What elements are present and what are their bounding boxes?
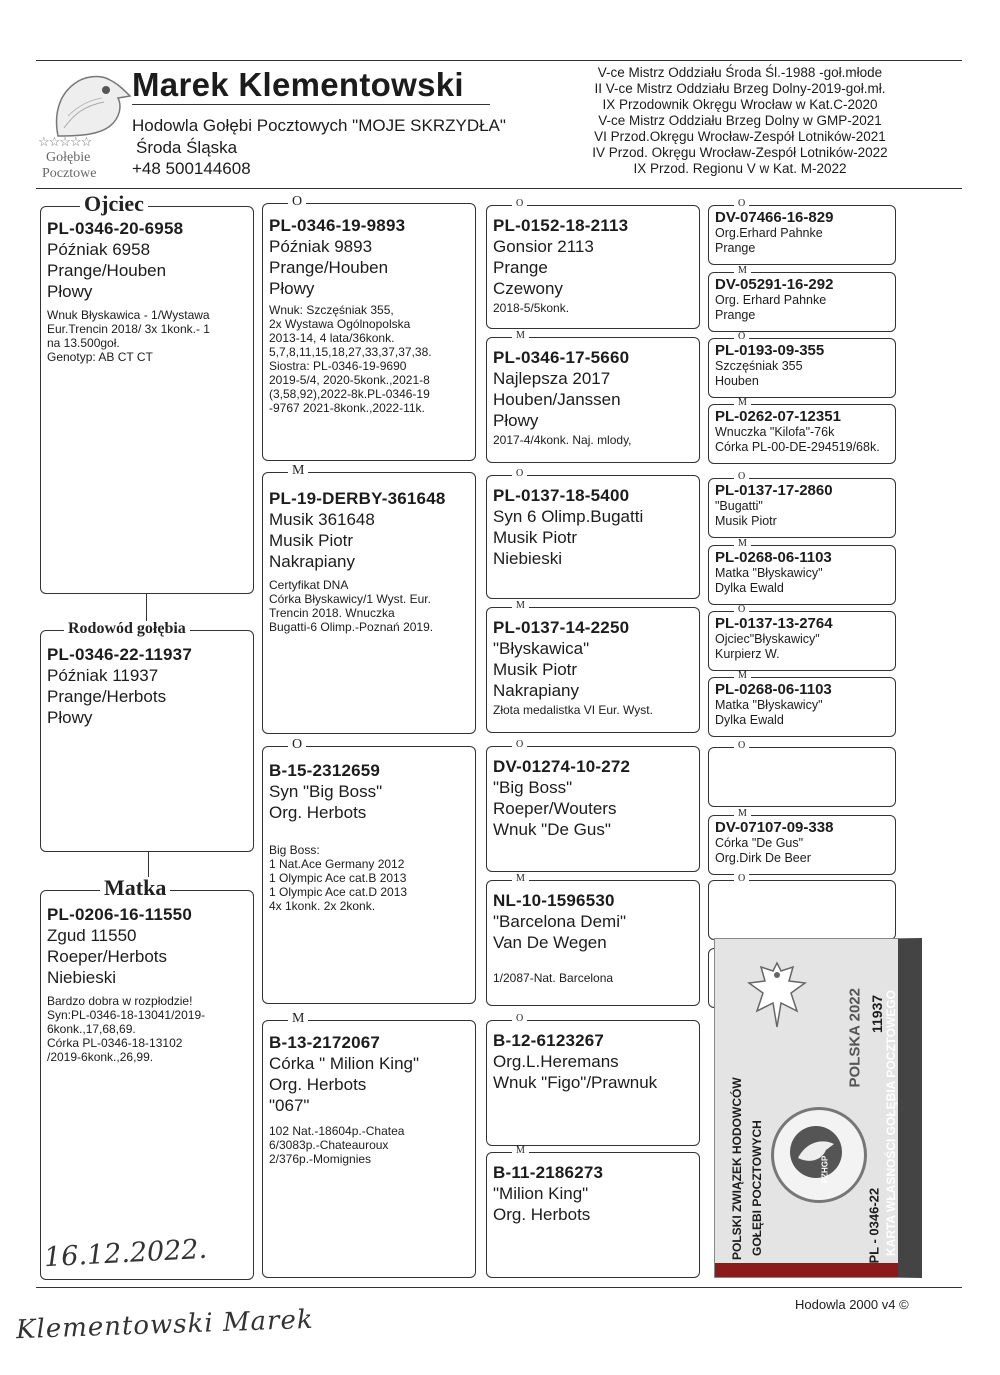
ff-box: PL-0346-19-9893 Późniak 9893 Prange/Houben Płowy Wnuk: Szczęśniak 355, 2x Wystawa Ogólnopolska 2013-14, 4 lata/36konk. 5,7,8,11,15,18,27,33,37,37,38. Siostra: PL-0346-19-9690 2019-5/4, 2020-5konk.,2021-8 (3,58,92),2022-8k.PL-0346-19 -9767 2021-8konk.,2022-11k.	[262, 203, 476, 461]
m-tag: M	[734, 266, 751, 276]
phone: +48 500144608	[132, 159, 251, 178]
footer-rule	[36, 1287, 962, 1288]
card-number: 11937	[869, 994, 885, 1033]
father-line: Późniak 6958	[47, 240, 151, 259]
mm-ring: B-13-2172067	[269, 1033, 381, 1052]
gen3-line: Czewony	[493, 279, 563, 298]
achievement: V-ce Mistrz Oddziału Środa Śl.-1988 -goł.młode	[597, 65, 883, 80]
m-tag: M	[512, 331, 529, 341]
gen3-line: Musik Piotr	[493, 528, 578, 547]
gen4-line: Matka "Błyskawicy"	[715, 566, 823, 580]
card-year: POLSKA 2022	[846, 988, 864, 1088]
o-tag: O	[512, 740, 527, 750]
gen4-line: "Bugatti"	[715, 499, 763, 513]
gen4-line: Wnuczka "Kilofa"-76k	[715, 425, 835, 439]
gen4-box	[708, 205, 896, 265]
gen4-line: Prange	[715, 241, 756, 255]
loft-name: Hodowla Gołębi Pocztowych "MOJE SKRZYDŁA"	[132, 116, 506, 135]
card-text-2: GOŁĘBI POCZTOWYCH	[750, 1120, 764, 1256]
gen4-line: Dylka Ewald	[715, 713, 784, 727]
fm-ring: PL-19-DERBY-361648	[269, 489, 446, 508]
o-tag: O	[288, 738, 306, 752]
gen4-box	[708, 545, 896, 605]
mf-box: B-15-2312659 Syn "Big Boss" Org. Herbots Big Boss: 1 Nat.Ace Germany 2012 1 Olympic Ace cat.B 2013 1 Olympic Ace cat.D 2013 4x 1konk. 2x 2konk.	[262, 746, 476, 1004]
achievement: IX Przodownik Okręgu Wrocław w Kat.C-2020	[602, 97, 878, 112]
gen4-box	[708, 404, 896, 464]
gen4-ring: PL-0268-06-1103	[715, 681, 832, 698]
gen3-line: "Błyskawica"	[493, 639, 590, 658]
gen4-line: Kurpierz W.	[715, 647, 780, 661]
father-ring: PL-0346-20-6958	[47, 219, 184, 238]
achievement: IV Przod. Okręgu Wrocław-Zespół Lotników-2022	[592, 145, 888, 160]
achievement: VI Przod.Okręgu Wrocław-Zespół Lotników-2021	[594, 129, 886, 144]
logo	[38, 66, 130, 180]
gen3-box	[486, 1152, 700, 1278]
gen3-line: Roeper/Wouters	[493, 799, 617, 818]
o-tag: O	[512, 469, 527, 479]
m-tag: M	[288, 1012, 308, 1026]
gen3-line: Płowy	[493, 411, 539, 430]
gen4-ring: PL-0137-13-2764	[715, 615, 833, 632]
gen3-line: Van De Wegen	[493, 933, 607, 952]
gen4-ring: DV-07107-09-338	[715, 819, 834, 836]
mother-label: Matka	[100, 877, 170, 899]
o-tag: O	[512, 199, 527, 209]
subject-line: Płowy	[47, 708, 93, 727]
gen3-box	[486, 607, 700, 733]
m-tag: M	[734, 398, 751, 408]
card-ring-prefix: PL - 0346-22	[866, 1187, 882, 1264]
pigeon-seal-icon	[786, 1122, 846, 1182]
gen3-ring: PL-0346-17-5660	[493, 348, 630, 367]
gen3-line: Houben/Janssen	[493, 390, 621, 409]
gen3-line: Musik Piotr	[493, 660, 578, 679]
m-tag: M	[288, 464, 308, 478]
subject-box	[40, 630, 254, 852]
mm-notes: 102 Nat.-18604p.-Chatea 6/3083p.-Chateauroux 2/376p.-Momignies	[269, 1124, 405, 1166]
gen4-box	[708, 880, 896, 940]
gen4-box	[708, 478, 896, 538]
gen4-line: Ojciec"Błyskawicy"	[715, 632, 820, 646]
o-tag: O	[734, 741, 749, 751]
gen4-line: Córka "De Gus"	[715, 836, 804, 850]
handwritten-date: 16.12.2022.	[43, 1233, 208, 1274]
father-line: Prange/Houben	[47, 261, 167, 280]
gen3-line: Wnuk "De Gus"	[493, 820, 611, 839]
gen3-line: Nakrapiany	[493, 681, 579, 700]
gen4-box	[708, 272, 896, 332]
ownership-card	[714, 938, 922, 1278]
card-text-1: POLSKI ZWIĄZEK HODOWCÓW	[730, 1077, 744, 1260]
gen3-line: Gonsior 2113	[493, 237, 594, 256]
subject-line: Prange/Herbots	[47, 687, 167, 706]
mother-line: Niebieski	[47, 968, 116, 987]
m-tag: M	[734, 671, 751, 681]
gen3-ring: DV-01274-10-272	[493, 757, 631, 776]
pedigree-label: Rodowód gołębia	[64, 621, 190, 637]
gen4-ring: PL-0262-07-12351	[715, 408, 841, 425]
gen3-line: Najlepsza 2017	[493, 369, 611, 388]
gen4-line: Prange	[715, 308, 756, 322]
o-tag: O	[734, 605, 749, 615]
gen3-ring: B-12-6123267	[493, 1031, 605, 1050]
gen4-line: Org.Dirk De Beer	[715, 851, 811, 865]
gen4-ring: DV-05291-16-292	[715, 276, 834, 293]
fm-notes: Certyfikat DNA Córka Błyskawicy/1 Wyst. Eur. Trencin 2018. Wnuczka Bugatti-6 Olimp.-Poznań 2019.	[269, 578, 434, 634]
gen3-note: 2017-4/4konk. Naj. mlody,	[493, 433, 632, 447]
gen4-box	[708, 611, 896, 671]
gen4-ring: PL-0193-09-355	[715, 342, 825, 359]
gen4-box	[708, 677, 896, 737]
footer-version: Hodowla 2000 v4 ©	[795, 1297, 909, 1312]
gen3-line: Prange	[493, 258, 548, 277]
card-seal-text: PZHGP	[820, 1155, 830, 1184]
logo-text-2: Pocztowe	[42, 166, 97, 181]
achievement: IX Przod. Regionu V w Kat. M-2022	[633, 161, 847, 176]
gen3-note: 2018-5/5konk.	[493, 301, 570, 315]
gen3-box	[486, 475, 700, 599]
card-red-stripe	[715, 1263, 905, 1278]
subject-line: Późniak 11937	[47, 666, 159, 685]
gen3-box	[486, 1020, 700, 1146]
gen3-line: Org.L.Heremans	[493, 1052, 619, 1071]
gen3-ring: PL-0152-18-2113	[493, 216, 629, 235]
m-tag: M	[734, 809, 751, 819]
gen3-line: Org. Herbots	[493, 1205, 591, 1224]
o-tag: O	[734, 199, 749, 209]
m-tag: M	[512, 1146, 529, 1156]
gen4-line: Org.Erhard Pahnke	[715, 226, 823, 240]
gen3-line: Wnuk "Figo"/Prawnuk	[493, 1073, 658, 1092]
gen4-ring: DV-07466-16-829	[715, 209, 834, 226]
gen4-box	[708, 815, 896, 875]
m-tag: M	[512, 874, 529, 884]
gen3-box	[486, 337, 700, 463]
father-notes: Wnuk Błyskawica - 1/Wystawa Eur.Trencin 2018/ 3x 1konk.- 1 na 13.500goł. Genotyp: AB CT CT	[47, 308, 210, 364]
o-tag: O	[288, 195, 306, 209]
m-tag: M	[734, 539, 751, 549]
gen3-ring: PL-0137-14-2250	[493, 618, 630, 637]
m-tag: M	[512, 601, 529, 611]
gen4-line: Dylka Ewald	[715, 581, 784, 595]
achievement: V-ce Mistrz Oddziału Brzeg Dolny w GMP-2021	[598, 113, 882, 128]
o-tag: O	[734, 874, 749, 884]
gen4-line: Musik Piotr	[715, 514, 777, 528]
gen3-ring: PL-0137-18-5400	[493, 486, 630, 505]
mother-ring: PL-0206-16-11550	[47, 905, 192, 924]
subject-ring: PL-0346-22-11937	[47, 645, 192, 664]
o-tag: O	[734, 332, 749, 342]
logo-stars: ☆☆☆☆☆	[38, 134, 92, 149]
gen3-line: Niebieski	[493, 549, 562, 568]
mother-line: Zgud 11550	[47, 926, 137, 945]
gen4-line: Szczęśniak 355	[715, 359, 803, 373]
city: Środa Śląska	[136, 138, 238, 157]
o-tag: O	[734, 472, 749, 482]
gen4-box	[708, 747, 896, 807]
gen4-line: Córka PL-00-DE-294519/68k.	[715, 440, 880, 454]
achievement: II V-ce Mistrz Oddziału Brzeg Dolny-2019-goł.mł.	[594, 81, 886, 96]
header-top-rule	[36, 60, 962, 61]
gen4-line: Houben	[715, 374, 759, 388]
father-label: Ojciec	[80, 193, 148, 215]
gen4-box	[708, 338, 896, 398]
gen3-box	[486, 746, 700, 872]
gen3-line: "Barcelona Demi"	[493, 912, 627, 931]
breeder-name: Marek Klementowski	[132, 66, 464, 103]
ff-notes: Wnuk: Szczęśniak 355, 2x Wystawa Ogólnopolska 2013-14, 4 lata/36konk. 5,7,8,11,15,18,27,33,37,37,38. Siostra: PL-0346-19-9690 2019-5/4, 2020-5konk.,2021-8 (3,58,92),2022-8k.PL-0346-19 -9767 2021-8konk.,2022-11k.	[269, 303, 432, 415]
gen3-line: "Milion King"	[493, 1184, 589, 1203]
pigeon-head-icon	[44, 66, 134, 138]
mm-box: B-13-2172067 Córka " Milion King" Org. Herbots "067" 102 Nat.-18604p.-Chatea 6/3083p.-Chateauroux 2/376p.-Momignies	[262, 1020, 476, 1278]
signature: Klementowski Marek	[15, 1304, 315, 1346]
gen3-note: 1/2087-Nat. Barcelona	[493, 971, 614, 985]
gen3-box	[486, 880, 700, 1006]
name-underline	[132, 104, 490, 105]
gen3-line: "Big Boss"	[493, 778, 573, 797]
gen3-note: Złota medalistka VI Eur. Wyst.	[493, 703, 653, 717]
mother-notes: Bardzo dobra w rozpłodzie! Syn:PL-0346-18-13041/2019- 6konk.,17,68,69. Córka PL-0346-18-13102 /2019-6konk.,26,99.	[47, 994, 206, 1064]
o-tag: O	[512, 1014, 527, 1024]
mother-box	[40, 890, 254, 1280]
mf-notes: Big Boss: 1 Nat.Ace Germany 2012 1 Olympic Ace cat.B 2013 1 Olympic Ace cat.D 2013 4x 1konk. 2x 2konk.	[269, 843, 408, 913]
card-title: KARTA WŁASNOŚCI GOŁĘBIA POCZTOWEGO	[884, 990, 898, 1256]
gen4-line: Matka "Błyskawicy"	[715, 698, 823, 712]
gen3-box	[486, 205, 700, 329]
father-line: Płowy	[47, 282, 93, 301]
gen3-ring: B-11-2186273	[493, 1163, 604, 1182]
fm-box: PL-19-DERBY-361648 Musik 361648 Musik Piotr Nakrapiany Certyfikat DNA Córka Błyskawicy/1 Wyst. Eur. Trencin 2018. Wnuczka Bugatti-6 Olimp.-Poznań 2019.	[262, 472, 476, 734]
gen4-ring: PL-0137-17-2860	[715, 482, 833, 499]
logo-text-1: Gołębie	[46, 150, 91, 165]
gen4-ring: PL-0268-06-1103	[715, 549, 832, 566]
gen4-line: Org. Erhard Pahnke	[715, 293, 827, 307]
ff-ring: PL-0346-19-9893	[269, 216, 406, 235]
achievements	[560, 65, 920, 177]
gen3-line: Syn 6 Olimp.Bugatti	[493, 507, 644, 526]
father-box	[40, 206, 254, 594]
mf-ring: B-15-2312659	[269, 761, 381, 780]
mother-line: Roeper/Herbots	[47, 947, 168, 966]
header-bottom-rule	[36, 188, 962, 189]
gen3-ring: NL-10-1596530	[493, 891, 615, 910]
